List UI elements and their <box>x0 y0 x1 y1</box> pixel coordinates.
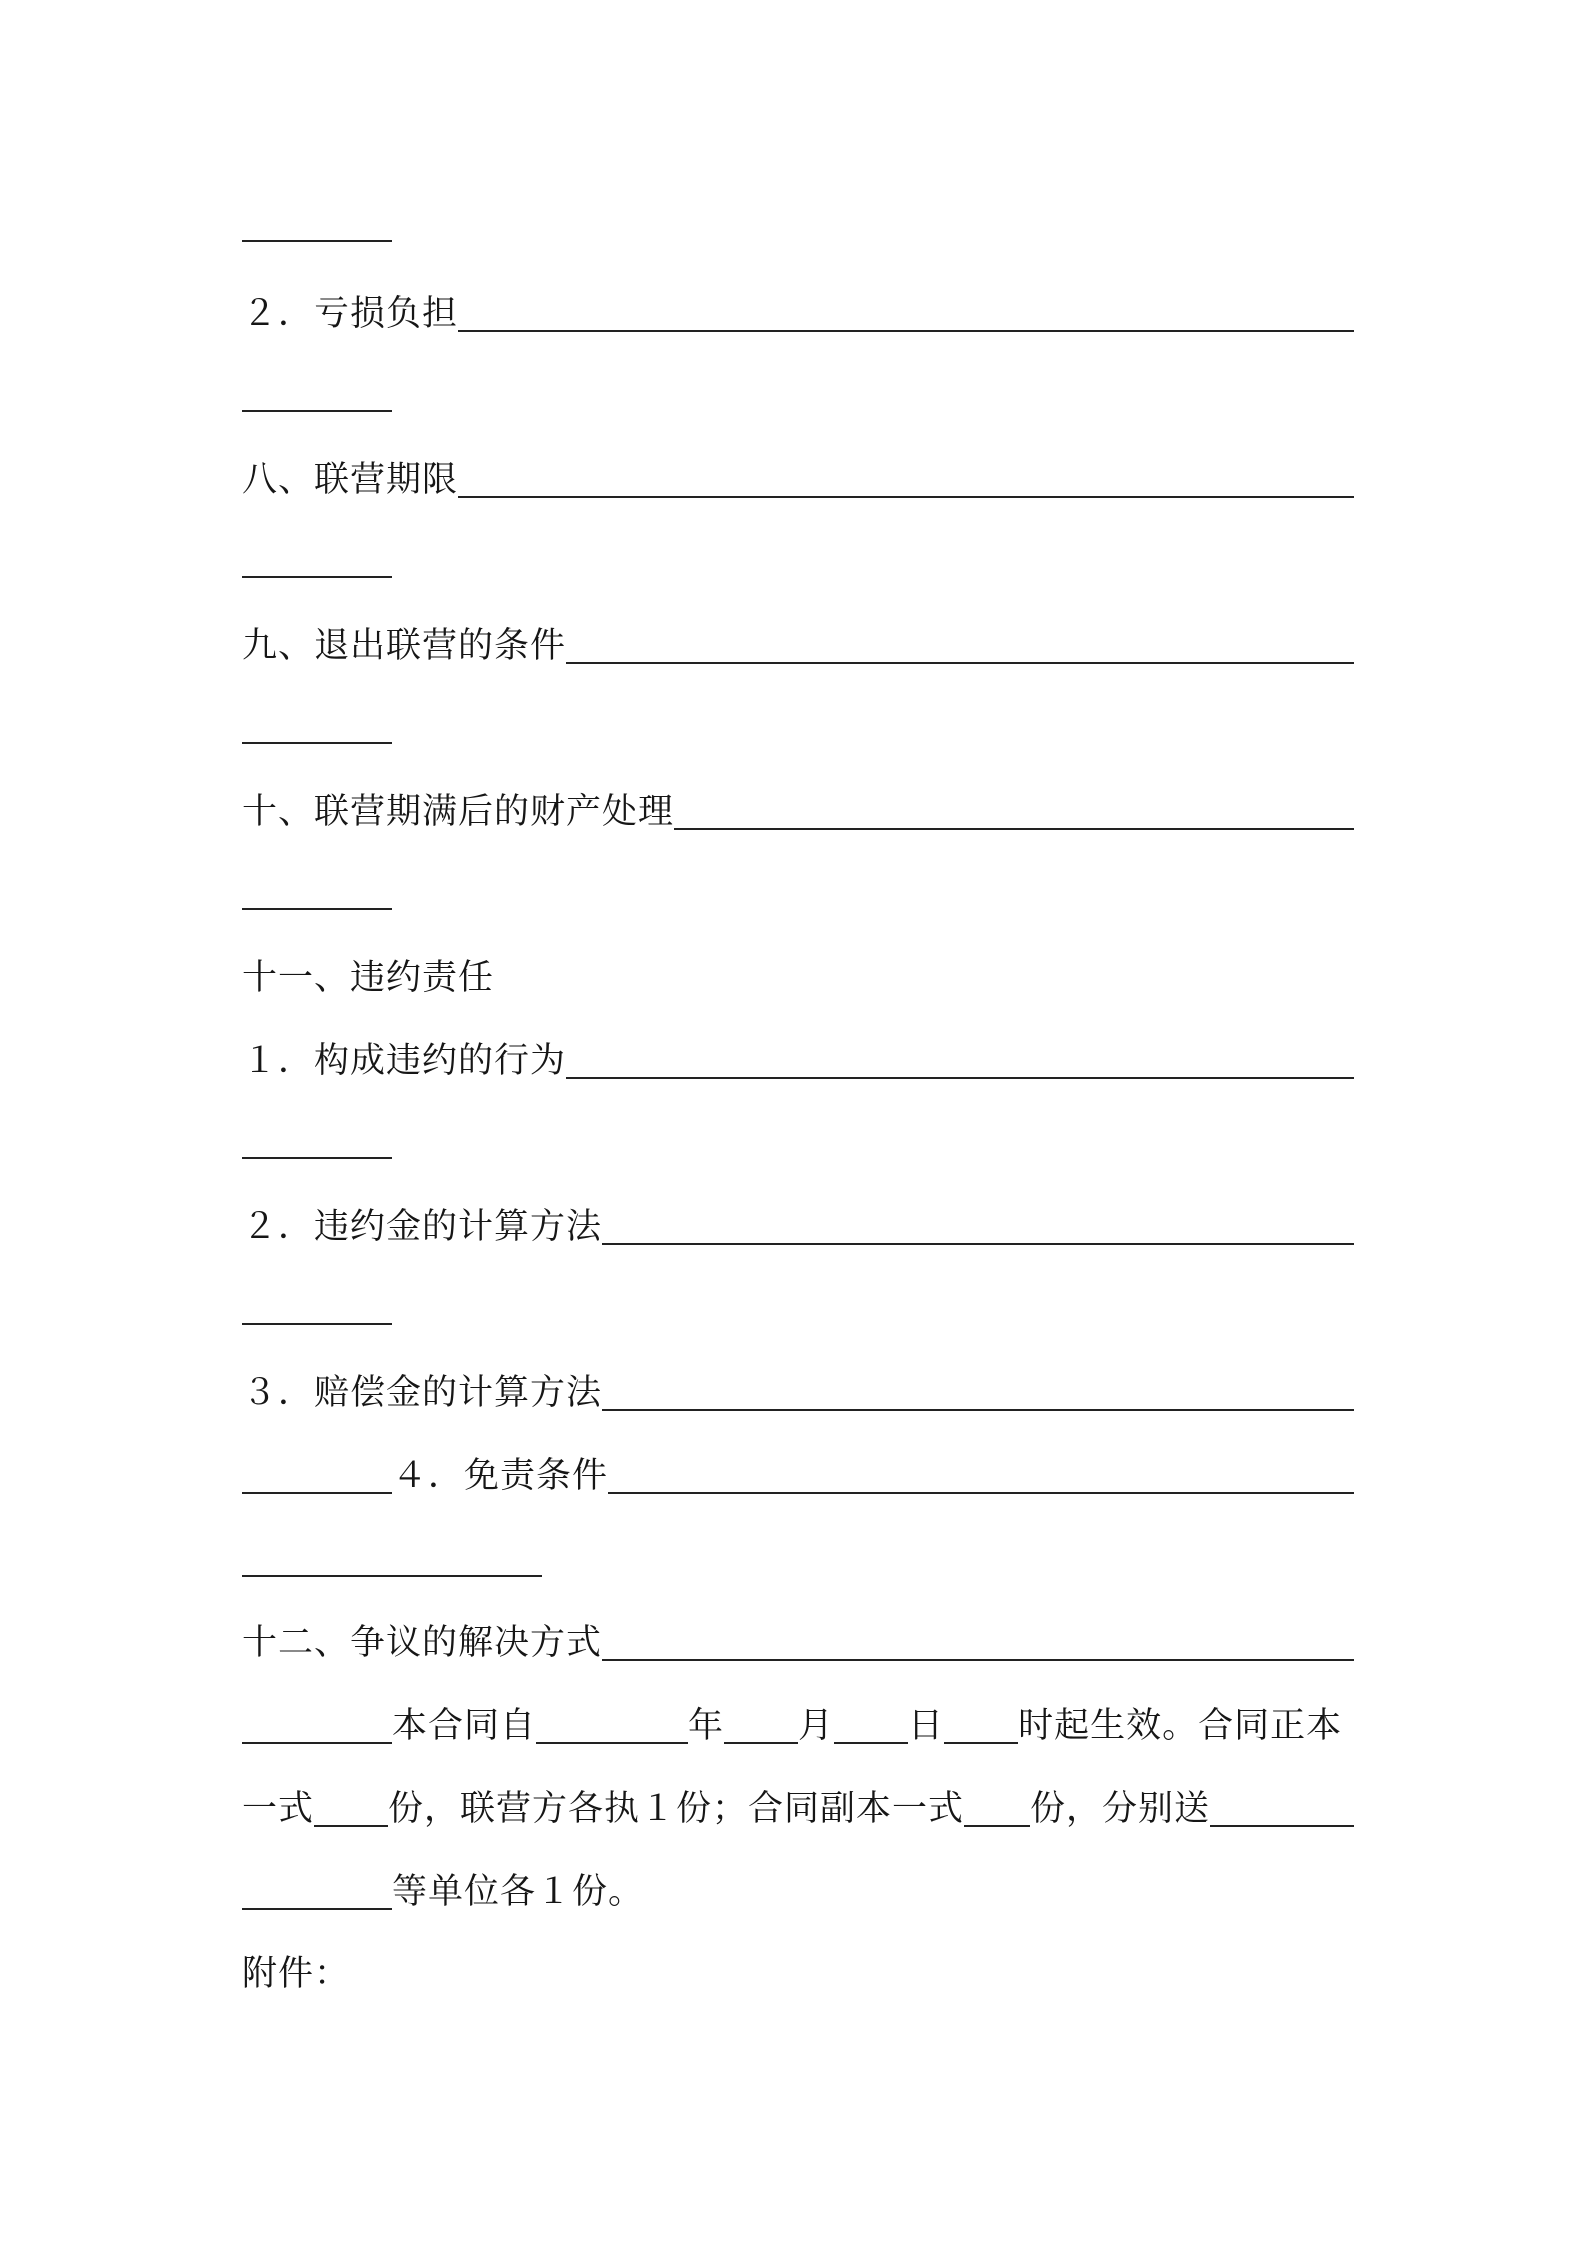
copies-sent-text: 份，分别送 <box>1030 1789 1211 1829</box>
month-text: 月 <box>798 1706 835 1746</box>
month-blank[interactable] <box>724 1742 798 1744</box>
fill-blank[interactable] <box>674 828 1354 830</box>
recipient-blank[interactable] <box>1210 1825 1354 1827</box>
blank[interactable] <box>242 742 392 744</box>
fill-blank[interactable] <box>602 1409 1354 1411</box>
copies-mid-text: 份，联营方各执１份；合同副本一式 <box>388 1789 965 1829</box>
fill-blank[interactable] <box>602 1243 1354 1245</box>
blank[interactable] <box>242 1575 542 1577</box>
clause-label: ４．免责条件 <box>392 1456 609 1496</box>
blank[interactable] <box>242 1742 392 1744</box>
day-text: 日 <box>908 1706 945 1746</box>
blank-line <box>242 370 1354 418</box>
duplicate-copies-blank[interactable] <box>964 1825 1030 1827</box>
units-line <box>242 1868 1354 1916</box>
blank-line <box>242 1535 1354 1583</box>
clause-label: 九、退出联营的条件 <box>242 626 567 666</box>
hour-blank[interactable] <box>944 1742 1018 1744</box>
clause-label: 十、联营期满后的财产处理 <box>242 792 675 832</box>
fill-blank[interactable] <box>602 1659 1354 1661</box>
clause-label: ２．违约金的计算方法 <box>242 1207 603 1247</box>
clause-label: 十二、争议的解决方式 <box>242 1623 603 1663</box>
fill-blank[interactable] <box>458 330 1354 332</box>
effective-from-text: 本合同自 <box>392 1706 537 1746</box>
blank-line <box>242 868 1354 916</box>
year-blank[interactable] <box>536 1742 688 1744</box>
year-text: 年 <box>688 1706 725 1746</box>
clause-penalty-calc <box>242 1203 1354 1251</box>
clause-label: １．构成违约的行为 <box>242 1041 567 1081</box>
clause-loss <box>242 290 1354 338</box>
day-blank[interactable] <box>834 1742 908 1744</box>
clause-label: ３．赔偿金的计算方法 <box>242 1373 603 1413</box>
blank-line <box>242 1117 1354 1165</box>
units-text: 等单位各１份。 <box>392 1872 645 1912</box>
clause-dispute <box>242 1619 1354 1667</box>
blank-line <box>242 200 1354 248</box>
clause-term <box>242 456 1354 504</box>
fill-blank[interactable] <box>566 662 1354 664</box>
clause-exit <box>242 622 1354 670</box>
fill-blank[interactable] <box>566 1077 1354 1079</box>
units-blank[interactable] <box>242 1908 392 1910</box>
original-copies-blank[interactable] <box>314 1825 388 1827</box>
clause-breach-acts <box>242 1037 1354 1085</box>
attachment-line <box>242 1950 1354 1998</box>
section-title-liability <box>242 954 1354 1002</box>
blank[interactable] <box>242 1323 392 1325</box>
effect-text: 时起生效。合同正本 <box>1018 1706 1343 1746</box>
clause-label: ２．亏损负担 <box>242 294 459 334</box>
blank-line <box>242 536 1354 584</box>
fill-blank[interactable] <box>608 1492 1354 1494</box>
blank-line <box>242 702 1354 750</box>
section-title: 十一、违约责任 <box>242 958 495 998</box>
blank[interactable] <box>242 1157 392 1159</box>
blank[interactable] <box>242 240 392 242</box>
blank[interactable] <box>242 576 392 578</box>
clause-exemption <box>242 1452 1354 1500</box>
copies-prefix-text: 一式 <box>242 1789 315 1829</box>
clause-label: 八、联营期限 <box>242 460 459 500</box>
fill-blank[interactable] <box>458 496 1354 498</box>
blank[interactable] <box>242 1492 392 1494</box>
clause-compensation-calc <box>242 1369 1354 1417</box>
clause-property <box>242 788 1354 836</box>
blank[interactable] <box>242 908 392 910</box>
copies-line <box>242 1785 1354 1833</box>
effective-line <box>242 1702 1354 1750</box>
blank[interactable] <box>242 410 392 412</box>
blank-line <box>242 1283 1354 1331</box>
attachment-label: 附件： <box>242 1954 351 1994</box>
